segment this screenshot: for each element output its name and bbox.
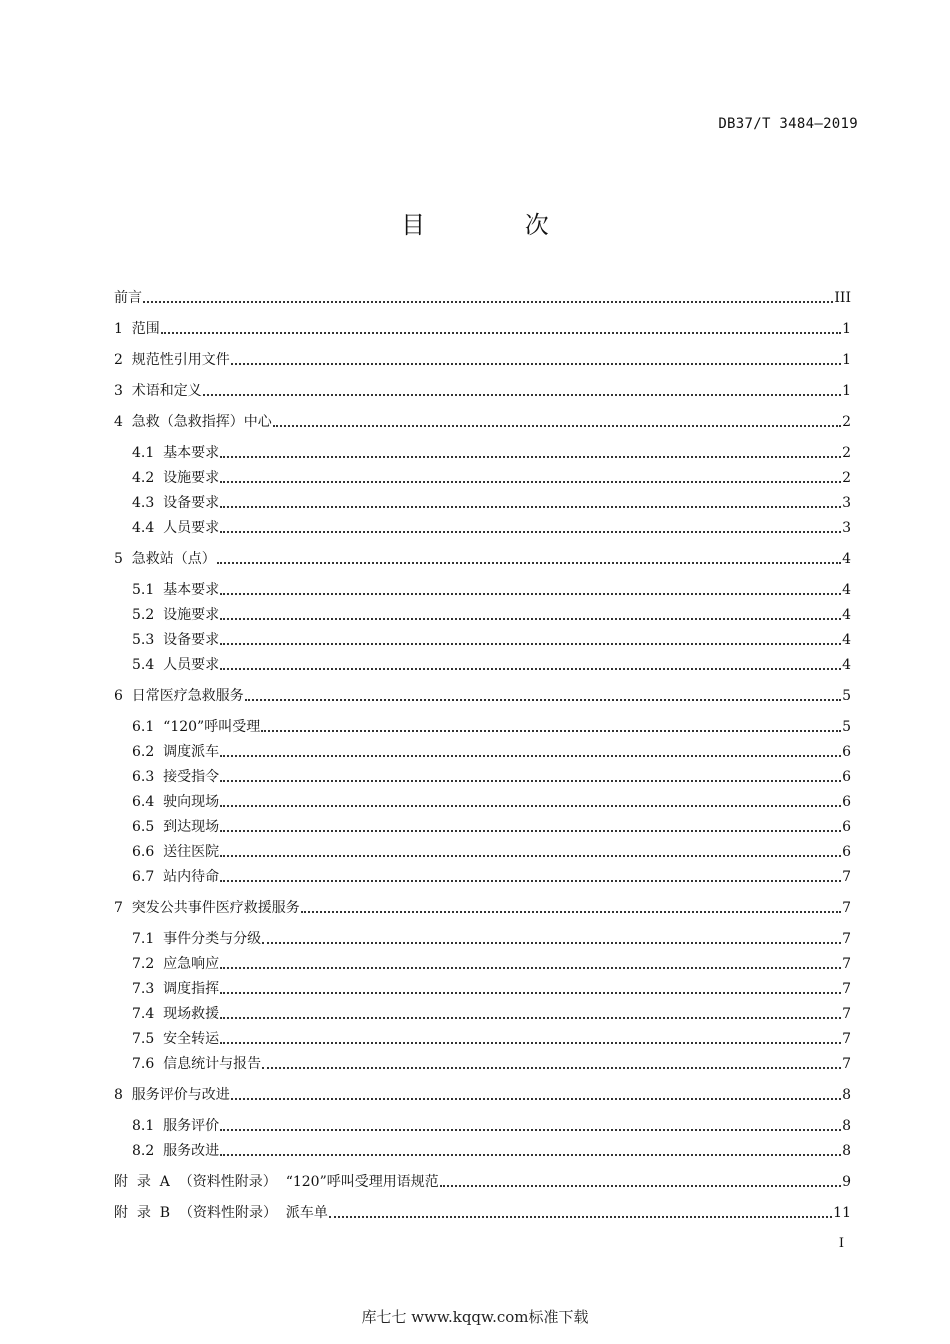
toc-leader-dots (220, 830, 841, 832)
toc-leader-dots (261, 730, 841, 732)
toc-entry-page: 5 (842, 688, 851, 704)
toc-leader-dots (220, 780, 841, 782)
toc-entry[interactable] (114, 378, 851, 400)
toc-entry-label: 7 突发公共事件医疗救援服务 (114, 900, 300, 916)
toc-entry[interactable] (114, 683, 851, 705)
toc-leader-dots (220, 456, 841, 458)
toc-entry[interactable] (132, 465, 851, 487)
page-title: 目 次 (401, 211, 595, 239)
toc-entry-page: 9 (842, 1174, 851, 1190)
toc-entry-page: 8 (842, 1118, 851, 1134)
toc-entry-page: 6 (842, 769, 851, 785)
toc-leader-dots (220, 1154, 841, 1156)
toc-entry-label: 6.4 驶向现场 (132, 794, 220, 810)
toc-leader-dots (440, 1185, 841, 1187)
toc-leader-dots (220, 805, 841, 807)
toc-entry-page: 8 (842, 1087, 851, 1103)
toc-entry-label: 4.4 人员要求 (132, 520, 220, 536)
toc-entry-label: 6.7 站内待命 (132, 869, 220, 885)
toc-entry-label: 7.5 安全转运 (132, 1031, 220, 1047)
toc-entry[interactable] (132, 1113, 851, 1135)
toc-leader-dots (262, 1067, 841, 1069)
toc-entry-label: 3 术语和定义 (114, 383, 202, 399)
toc-entry-page: 7 (842, 931, 851, 947)
toc-entry-label: 5.3 设备要求 (132, 632, 220, 648)
toc-entry-page: 8 (842, 1143, 851, 1159)
page-number: I (838, 1236, 844, 1251)
toc-leader-dots (220, 1017, 841, 1019)
toc-entry[interactable] (114, 347, 851, 369)
toc-entry-label: 7.1 事件分类与分级 (132, 931, 262, 947)
toc-entry-label: 附 录 B （资料性附录） 派车单 (114, 1205, 328, 1221)
toc-entry-label: 6 日常医疗急救服务 (114, 688, 244, 704)
toc-leader-dots (220, 531, 841, 533)
toc-entry-label: 5 急救站（点） (114, 551, 216, 567)
toc-leader-dots (220, 643, 841, 645)
toc-entry[interactable] (132, 1051, 851, 1073)
toc-leader-dots (217, 562, 841, 564)
toc-entry-label: 6.1 “120”呼叫受理 (132, 719, 261, 735)
toc-entry[interactable] (132, 814, 851, 836)
toc-entry-label: 5.2 设施要求 (132, 607, 220, 623)
toc-entry-page: 3 (842, 495, 851, 511)
toc-entry-label: 2 规范性引用文件 (114, 352, 230, 368)
toc-entry-page: 4 (842, 582, 851, 598)
toc-entry-page: 1 (842, 383, 851, 399)
toc-entry-page: 6 (842, 844, 851, 860)
toc-entry-label: 前言 (114, 290, 142, 306)
toc-entry-label: 8.1 服务评价 (132, 1118, 220, 1134)
toc-entry[interactable] (132, 789, 851, 811)
toc-entry-page: 7 (842, 1006, 851, 1022)
toc-leader-dots (231, 363, 841, 365)
toc-entry[interactable] (132, 515, 851, 537)
toc-entry-label: 5.4 人员要求 (132, 657, 220, 673)
toc-entry-page: 1 (842, 321, 851, 337)
toc-leader-dots (231, 1098, 841, 1100)
toc-leader-dots (220, 1042, 841, 1044)
toc-leader-dots (329, 1216, 832, 1218)
toc-entry[interactable] (114, 1082, 851, 1104)
toc-entry-label: 4.2 设施要求 (132, 470, 220, 486)
toc-entry-label: 6.5 到达现场 (132, 819, 220, 835)
toc-entry[interactable] (132, 839, 851, 861)
toc-entry-page: 1 (842, 352, 851, 368)
toc-entry-page: 2 (842, 445, 851, 461)
toc-leader-dots (161, 332, 841, 334)
toc-leader-dots (273, 425, 841, 427)
toc-entry-page: 4 (842, 607, 851, 623)
toc-entry-label: 6.2 调度派车 (132, 744, 220, 760)
toc-leader-dots (143, 301, 833, 303)
toc-leader-dots (220, 855, 841, 857)
toc-entry[interactable] (132, 1001, 851, 1023)
toc-entry-page: 7 (842, 1056, 851, 1072)
toc-entry[interactable] (132, 714, 851, 736)
toc-entry-label: 7.2 应急响应 (132, 956, 220, 972)
toc-entry[interactable] (132, 1026, 851, 1048)
toc-leader-dots (220, 755, 841, 757)
toc-entry-page: 4 (842, 657, 851, 673)
toc-entry[interactable] (132, 926, 851, 948)
toc-leader-dots (301, 911, 841, 913)
toc-entry-label: 6.3 接受指令 (132, 769, 220, 785)
toc-entry-label: 5.1 基本要求 (132, 582, 220, 598)
toc-entry-page: 7 (842, 869, 851, 885)
toc-entry-page: 5 (842, 719, 851, 735)
toc-entry-page: 11 (833, 1205, 851, 1221)
toc-leader-dots (220, 593, 841, 595)
toc-entry[interactable] (132, 951, 851, 973)
standard-code: DB37/T 3484—2019 (718, 116, 858, 132)
toc-entry-label: 7.3 调度指挥 (132, 981, 220, 997)
toc-leader-dots (203, 394, 841, 396)
toc-entry-page: 2 (842, 414, 851, 430)
toc-entry-label: 8 服务评价与改进 (114, 1087, 230, 1103)
toc-entry-page: 3 (842, 520, 851, 536)
toc-leader-dots (262, 942, 841, 944)
toc-entry-page: 7 (842, 981, 851, 997)
toc-entry-page: III (834, 290, 851, 306)
toc-entry-label: 4.3 设备要求 (132, 495, 220, 511)
toc-entry[interactable] (132, 864, 851, 886)
toc-entry[interactable] (132, 739, 851, 761)
toc-entry[interactable] (114, 285, 851, 307)
toc-entry-page: 4 (842, 551, 851, 567)
toc-leader-dots (245, 699, 841, 701)
toc-entry[interactable] (132, 976, 851, 998)
toc-entry[interactable] (114, 895, 851, 917)
toc-entry-page: 7 (842, 1031, 851, 1047)
toc-entry-page: 6 (842, 744, 851, 760)
toc-entry-label: 6.6 送往医院 (132, 844, 220, 860)
toc-entry-label: 8.2 服务改进 (132, 1143, 220, 1159)
toc-entry[interactable] (132, 577, 851, 599)
toc-entry-label: 7.6 信息统计与报告 (132, 1056, 262, 1072)
toc-entry-page: 6 (842, 794, 851, 810)
toc-entry-label: 附 录 A （资料性附录） “120”呼叫受理用语规范 (114, 1174, 439, 1190)
watermark: 库七七 www.kqqw.com标准下载 (361, 1308, 589, 1326)
toc-leader-dots (220, 618, 841, 620)
toc-entry[interactable] (114, 316, 851, 338)
toc-entry-page: 4 (842, 632, 851, 648)
toc-entry[interactable] (114, 1169, 851, 1191)
toc-entry-label: 7.4 现场救援 (132, 1006, 220, 1022)
toc-entry[interactable] (132, 627, 851, 649)
toc-entry[interactable] (114, 546, 851, 568)
toc-entry[interactable] (114, 1200, 851, 1222)
toc-leader-dots (220, 992, 841, 994)
toc-leader-dots (220, 506, 841, 508)
toc-entry[interactable] (132, 652, 851, 674)
toc-leader-dots (220, 1129, 841, 1131)
toc-entry-page: 2 (842, 470, 851, 486)
toc-entry[interactable] (114, 409, 851, 431)
toc-entry[interactable] (132, 440, 851, 462)
toc-leader-dots (220, 481, 841, 483)
toc-entry[interactable] (132, 490, 851, 512)
toc-leader-dots (220, 967, 841, 969)
toc-leader-dots (220, 668, 841, 670)
toc-leader-dots (220, 880, 841, 882)
toc-entry-label: 4.1 基本要求 (132, 445, 220, 461)
toc-entry-label: 1 范围 (114, 321, 160, 337)
toc-entry-page: 7 (842, 956, 851, 972)
toc-entry[interactable] (132, 1138, 851, 1160)
toc-entry[interactable] (132, 602, 851, 624)
toc-entry-label: 4 急救（急救指挥）中心 (114, 414, 272, 430)
toc-entry-page: 6 (842, 819, 851, 835)
toc-entry-page: 7 (842, 900, 851, 916)
toc-entry[interactable] (132, 764, 851, 786)
